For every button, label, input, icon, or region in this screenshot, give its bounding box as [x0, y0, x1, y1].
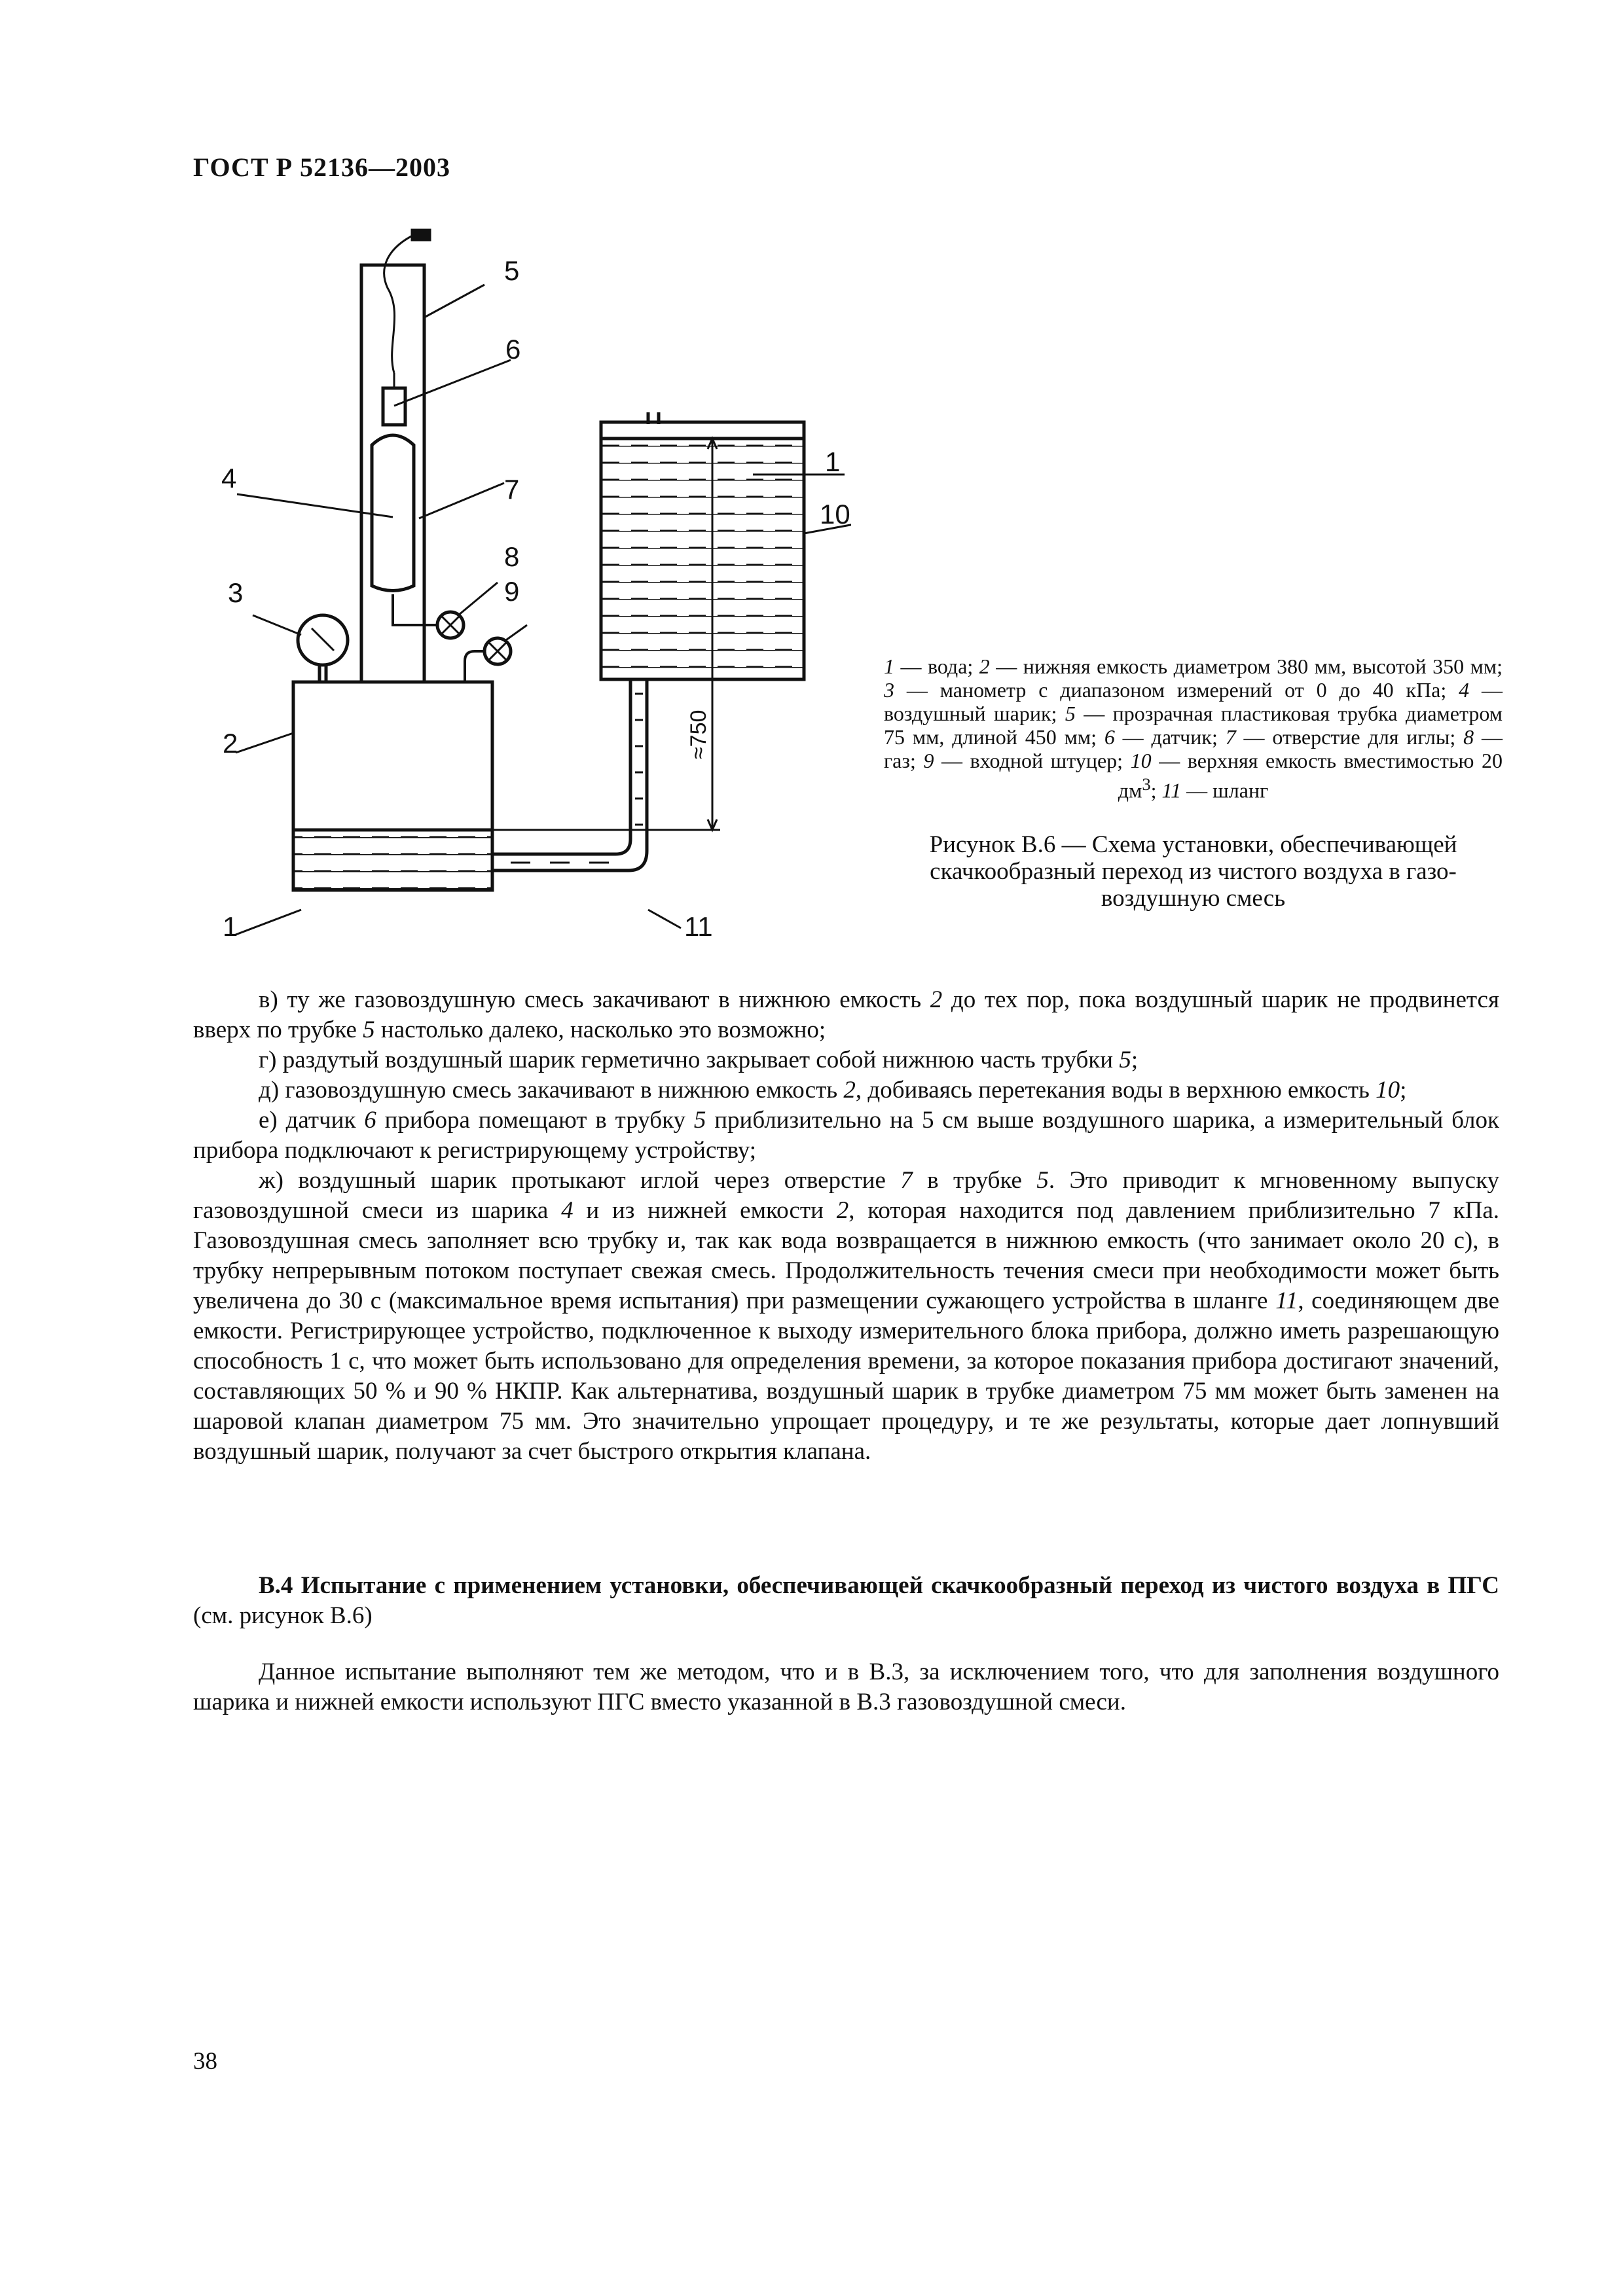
step-zh: ж) воздушный шарик протыкают иглой через отверстие 7 в трубке 5. Это приводит к мгновенному выпуску газовоздушной смеси из шарика 4 и из нижней емкости 2, которая находится под давлением приблизительно 7 кПа. Газовоздушная смесь заполняет всю трубку и, так как вода возвращается в нижнюю емкость (что занимает около 20 с), в трубку непрерывным потоком поступает свежая смесь. Продолжительность течения смеси при необходимости может быть увеличена до 30 с (максимальное время испытания) при размещении сужающего устройства в шланге 11, соединяющем две емкости. Регистрирующее устройство, подключенное к выходу измерительного блока прибора, должно иметь разрешающую способность 1 с, что может быть использовано для определения времени, за которое показания прибора достигают значений, составляющих 50 % и 90 % НКПР. Как альтернатива, воздушный шарик в трубке диаметром 75 мм может быть заменен на шаровой клапан диаметром 75 мм. Это значительно упрощает процедуру, и те же результаты, которые дает лопнувший воздушный шарик, получают за счет быстрого открытия клапана. — [193, 1167, 1500, 1465]
label-11: 11 — [684, 911, 713, 936]
apparatus-diagram — [196, 216, 851, 936]
dimension-label: ≈750 — [686, 709, 711, 759]
figure-legend: 1 — вода; 2 — нижняя емкость диаметром 380 мм, высотой 350 мм; 3 — манометр с диапазоном измерений от 0 до 40 кПа; 4 — воздушный шарик; 5 — прозрачная пластиковая трубка диаметром 75 мм, длиной 450 мм; 6 — датчик; 7 — отверстие для иглы; 8 — газ; 9 — входной штуцер; 10 — верхняя емкость вместимостью 20 $дм^3$; 11 — шланг — [884, 655, 1503, 802]
procedure-steps — [193, 985, 1499, 1467]
sensor — [383, 388, 405, 425]
step-g: г) раздутый воздушный шарик герметично закрывает собой нижнюю часть трубки 5; — [259, 1047, 1139, 1073]
label-2: 2 — [223, 728, 238, 759]
apparatus-schematic — [196, 216, 851, 936]
document-header: ГОСТ Р 52136—2003 — [193, 152, 451, 182]
section-paragraph: Данное испытание выполняют тем же методом, что и в В.3, за исключением того, что для заполнения воздушного шарика и нижней емкости используют ПГС вместо указанной в В.3 газовоздушной смеси. — [193, 1659, 1499, 1715]
page-number: 38 — [193, 2048, 217, 2075]
label-10: 10 — [820, 499, 850, 529]
hose — [492, 679, 647, 870]
step-d: д) газовоздушную смесь закачивают в нижнюю емкость 2, добиваясь перетекания воды в верхнюю емкость 10; — [259, 1077, 1407, 1103]
section-heading: В.4 Испытание с применением установки, обеспечивающей скачкообразный переход из чистого воздуха в ПГС (см. рисунок В.6) — [193, 1572, 1499, 1629]
label-7: 7 — [504, 474, 520, 505]
figure-caption: Рисунок В.6 — Схема установки, обеспечивающей скачкообразный переход из чистого воздуха в газо- воздушную смесь — [929, 831, 1457, 912]
step-e: е) датчик 6 прибора помещают в трубку 5 приблизительно на 5 см выше воздушного шарика, а измерительный блок прибора подключают к регистрирующему устройству; — [193, 1107, 1499, 1164]
label-1-lower: 1 — [223, 911, 238, 936]
label-1-upper: 1 — [825, 446, 841, 477]
balloon — [372, 435, 414, 591]
sensor-cable — [384, 236, 412, 373]
label-4: 4 — [221, 463, 237, 493]
label-3: 3 — [228, 577, 244, 608]
label-9: 9 — [504, 576, 520, 607]
step-v: в) ту же газовоздушную смесь закачивают в нижнюю емкость 2 до тех пор, пока воздушный шарик не продвинется вверх по трубке 5 настолько далеко, насколько это возможно; — [193, 986, 1499, 1043]
label-8: 8 — [504, 541, 520, 572]
label-6: 6 — [505, 334, 521, 365]
section-b4 — [193, 1571, 1499, 1717]
label-5: 5 — [504, 255, 520, 286]
